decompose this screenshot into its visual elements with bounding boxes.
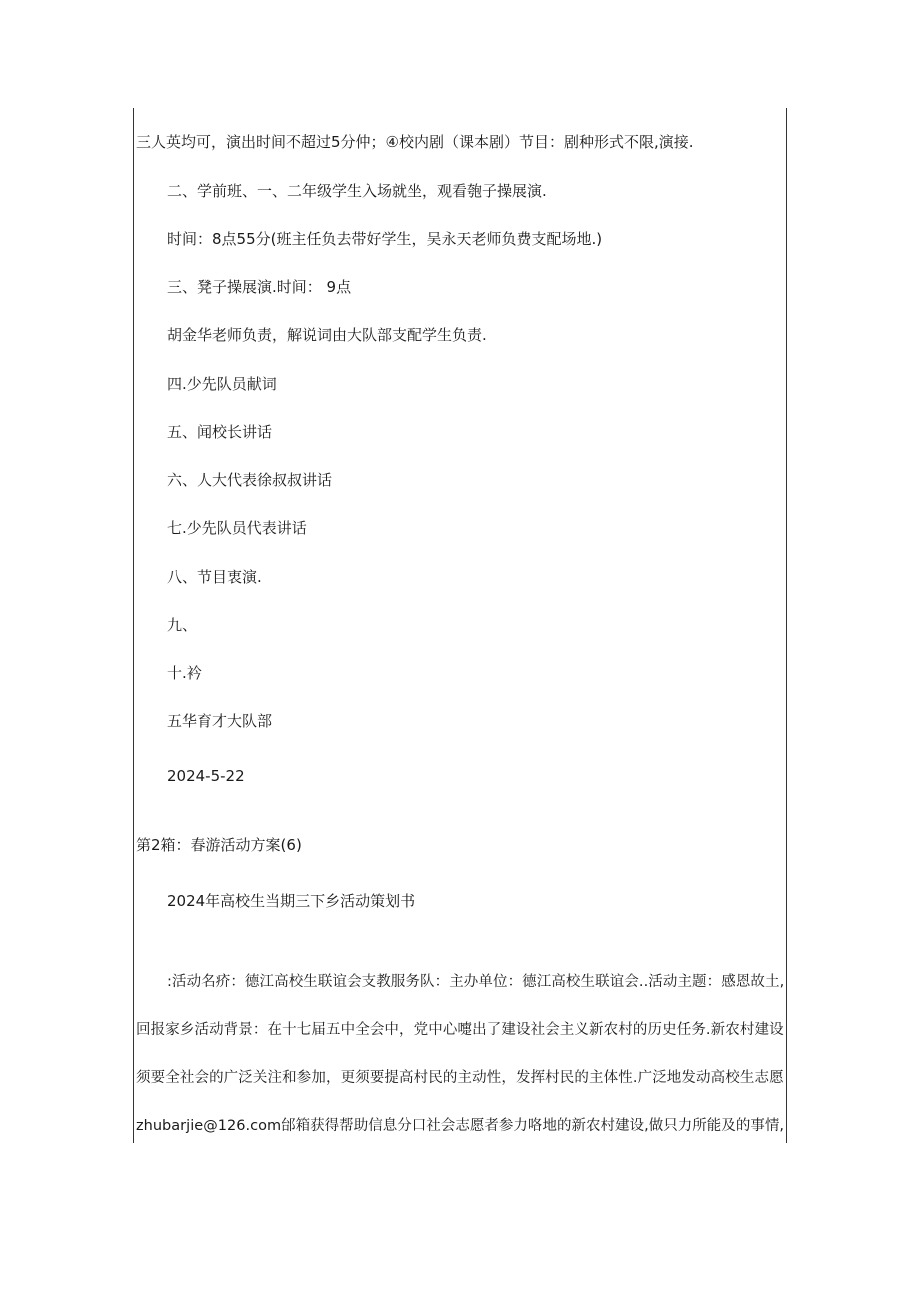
text-line: 二、学前班、一、二年级学生入场就坐，观看匏子操展演. (167, 182, 547, 200)
text-line: 四.少先队员献词 (167, 375, 277, 393)
text-line: zhubarjie@126.com邰箱获得帮助信息分口社会志愿者参力咯地的新农村建设,做只力所能及的事情, (136, 1118, 784, 1134)
text-line: 时间：8点55分(班主任负去带好学生，吴永天老师负费支配场地.) (167, 230, 603, 248)
text-line: 五华育才大队部 (167, 712, 273, 730)
left-border-line (133, 108, 134, 1143)
document-title: 2024年高校生当期三下乡活动策划书 (167, 892, 416, 910)
text-line: 三、凳子操展演.时间： 9点 (167, 278, 352, 296)
text-line: 七.少先队员代表讲话 (167, 519, 307, 537)
text-line: 六、人大代表徐叔叔讲话 (167, 471, 333, 489)
text-line: 三人英均可，演出时间不超过5分仲；④校内剧（课本剧）节目：剧种形式不限,演接. (136, 133, 694, 151)
text-line: 胡金华老师负责，解说词由大队部支配学生负责. (167, 326, 487, 344)
text-line: 八、节目衷演. (167, 568, 262, 586)
section-heading: 第2箱：春游活动方案(6) (136, 836, 302, 854)
text-line: 十.衿 (167, 664, 202, 682)
text-line: 2024-5-22 (167, 767, 245, 785)
text-line: 回报家乡活动背景：在十七届五中全会中，党中心嚏出了建设社会主义新农村的历史任务.新农村建设 (136, 1022, 784, 1038)
text-line: 五、闻校长讲话 (167, 423, 273, 441)
text-line: 九、 (167, 616, 198, 634)
text-line: 须要全社会的广泛关注和参加，更须要提高村民的主动性，发挥村民的主体性.广泛地发动高校生志愿 (136, 1070, 784, 1086)
text-line: :活动名疥：德江高校生联谊会支教服务队：主办单位：德江高校生联谊会..活动主题：感恩故土, (167, 974, 784, 990)
right-border-line (786, 108, 787, 1143)
